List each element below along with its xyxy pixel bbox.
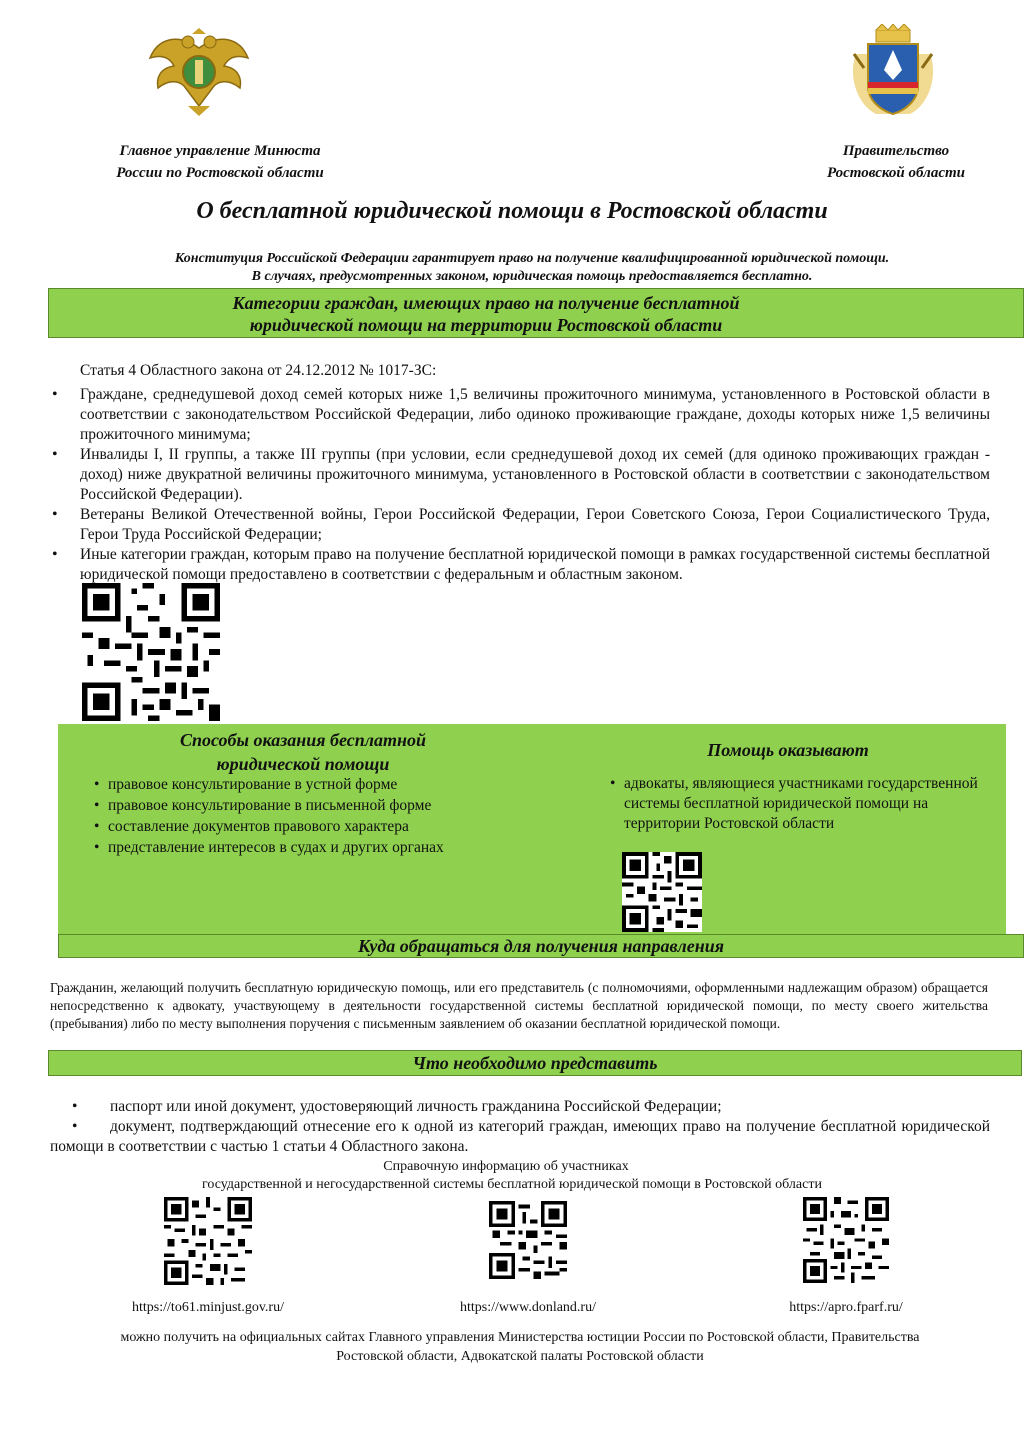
reference-footer-line1: можно получить на официальных сайтах Главного управления Министерства юстиции России по Ростовской области, Правительства — [120, 1330, 920, 1345]
intro-line2: В случаях, предусмотренных законом, юридическая помощь предоставляется бесплатно. — [251, 269, 813, 284]
list-item: • правовое консультирование в письменной форме — [92, 795, 562, 816]
categories-header-line2: юридической помощи на территории Ростовской области — [249, 315, 723, 335]
where-header: Куда обращаться для получения направления — [58, 934, 1024, 958]
government-org-line2: Ростовской области — [826, 165, 965, 181]
list-item: • документ, подтверждающий отнесение его к одной из категорий граждан, имеющих право на получение бесплатной юридической помощи в соответствии с частью 1 статьи 4 Областного закона. — [50, 1118, 990, 1155]
categories-list — [50, 385, 990, 585]
reference-intro-line1: Справочную информацию об участниках — [383, 1159, 629, 1174]
providers-header: Помощь оказывают — [707, 740, 869, 760]
reference-footer — [40, 1328, 1000, 1366]
list-item: • Граждане, среднедушевой доход семей которых ниже 1,5 величины прожиточного минимума, установленного в Ростовской области в соответствии с законодательством Российской Федерации, либо одиноко проживающие граждане, доходы которых ниже 1,5 величины прожиточного минимума; — [50, 385, 990, 445]
qr-code-donland[interactable] — [489, 1201, 567, 1279]
methods-header-line2: юридической помощи — [216, 754, 390, 774]
methods-header — [98, 728, 508, 776]
ministry-org-line1: Главное управление Минюста — [119, 143, 321, 159]
url-donland[interactable]: https://www.donland.ru/ — [460, 1300, 596, 1315]
qr-code-minjust[interactable] — [164, 1197, 252, 1285]
url-minjust[interactable]: https://to61.minjust.gov.ru/ — [132, 1300, 284, 1315]
methods-header-line1: Способы оказания бесплатной — [180, 730, 426, 750]
qr-code-providers[interactable] — [622, 852, 702, 932]
where-text: Гражданин, желающий получить бесплатную юридическую помощь, или его представитель (с полномочиями, оформленными надлежащим образом) обращается непосредственно к адвокату, участвующему в деятельности государственной системы бесплатной юридической помощи, по месту своего жительства (пребывания) либо по месту выполнения поручения с письменным заявлением об оказании бесплатной юридической помощи. — [50, 980, 988, 1031]
documents-header: Что необходимо представить — [48, 1050, 1022, 1076]
list-item: • Ветераны Великой Отечественной войны, Герои Российской Федерации, Герои Советского Союза, Герои Социалистического Труда, Герои Труда Российской Федерации; — [50, 505, 990, 545]
providers-list — [608, 774, 988, 834]
documents-list — [50, 1097, 990, 1157]
list-item: • правовое консультирование в устной форме — [92, 774, 562, 795]
qr-code-categories[interactable] — [82, 583, 220, 721]
intro-text — [40, 250, 1024, 286]
statute-reference: Статья 4 Областного закона от 24.12.2012 № 1017-ЗС: — [80, 362, 437, 379]
categories-header — [48, 288, 1024, 338]
reference-intro — [0, 1158, 1024, 1194]
list-item: • составление документов правового характера — [92, 816, 562, 837]
government-org-name — [786, 140, 1006, 184]
ministry-of-justice-eagle-icon — [148, 28, 250, 116]
list-item-text: документ, подтверждающий отнесение его к одной из категорий граждан, имеющих право на получение бесплатной юридической помощи в соответствии с частью 1 статьи 4 Областного закона. — [50, 1118, 990, 1155]
list-item: • Инвалиды I, II группы, а также III группы (при условии, если среднедушевой доход их семей (для одиноко проживающих граждан - доход) ниже двукратной величины прожиточного минимума, установленного в Ростовской области в соответствии с законодательством Российской Федерации). — [50, 445, 990, 505]
government-org-line1: Правительство — [842, 143, 950, 159]
help-info-panel — [58, 724, 1006, 934]
list-item: • адвокаты, являющиеся участниками государственной системы бесплатной юридической помощи на территории Ростовской области — [608, 774, 988, 834]
reference-intro-line2: государственной и негосударственной системы бесплатной юридической помощи в Ростовской области — [202, 1177, 822, 1192]
rostov-coat-of-arms-icon — [846, 24, 940, 118]
ministry-org-name — [80, 140, 360, 184]
list-item: • Иные категории граждан, которым право на получение бесплатной юридической помощи в рамках государственной системы бесплатной юридической помощи предоставлено в соответствии с федеральным и областным законом. — [50, 545, 990, 585]
methods-list — [92, 774, 562, 858]
url-apro[interactable]: https://apro.fparf.ru/ — [789, 1300, 903, 1315]
reference-footer-line2: Ростовской области, Адвокатской палаты Ростовской области — [336, 1349, 704, 1364]
list-item-text: паспорт или иной документ, удостоверяющий личность гражданина Российской Федерации; — [110, 1098, 722, 1115]
list-item: • представление интересов в судах и других органах — [92, 837, 562, 858]
ministry-org-line2: России по Ростовской области — [116, 165, 324, 181]
page-title: О бесплатной юридической помощи в Ростовской области — [196, 198, 828, 224]
categories-header-line1: Категории граждан, имеющих право на получение бесплатной — [232, 293, 740, 313]
list-item: • паспорт или иной документ, удостоверяющий личность гражданина Российской Федерации; — [72, 1098, 722, 1115]
qr-code-apro[interactable] — [803, 1197, 889, 1283]
intro-line1: Конституция Российской Федерации гарантирует право на получение квалифицированной юридической помощи. — [174, 251, 890, 266]
